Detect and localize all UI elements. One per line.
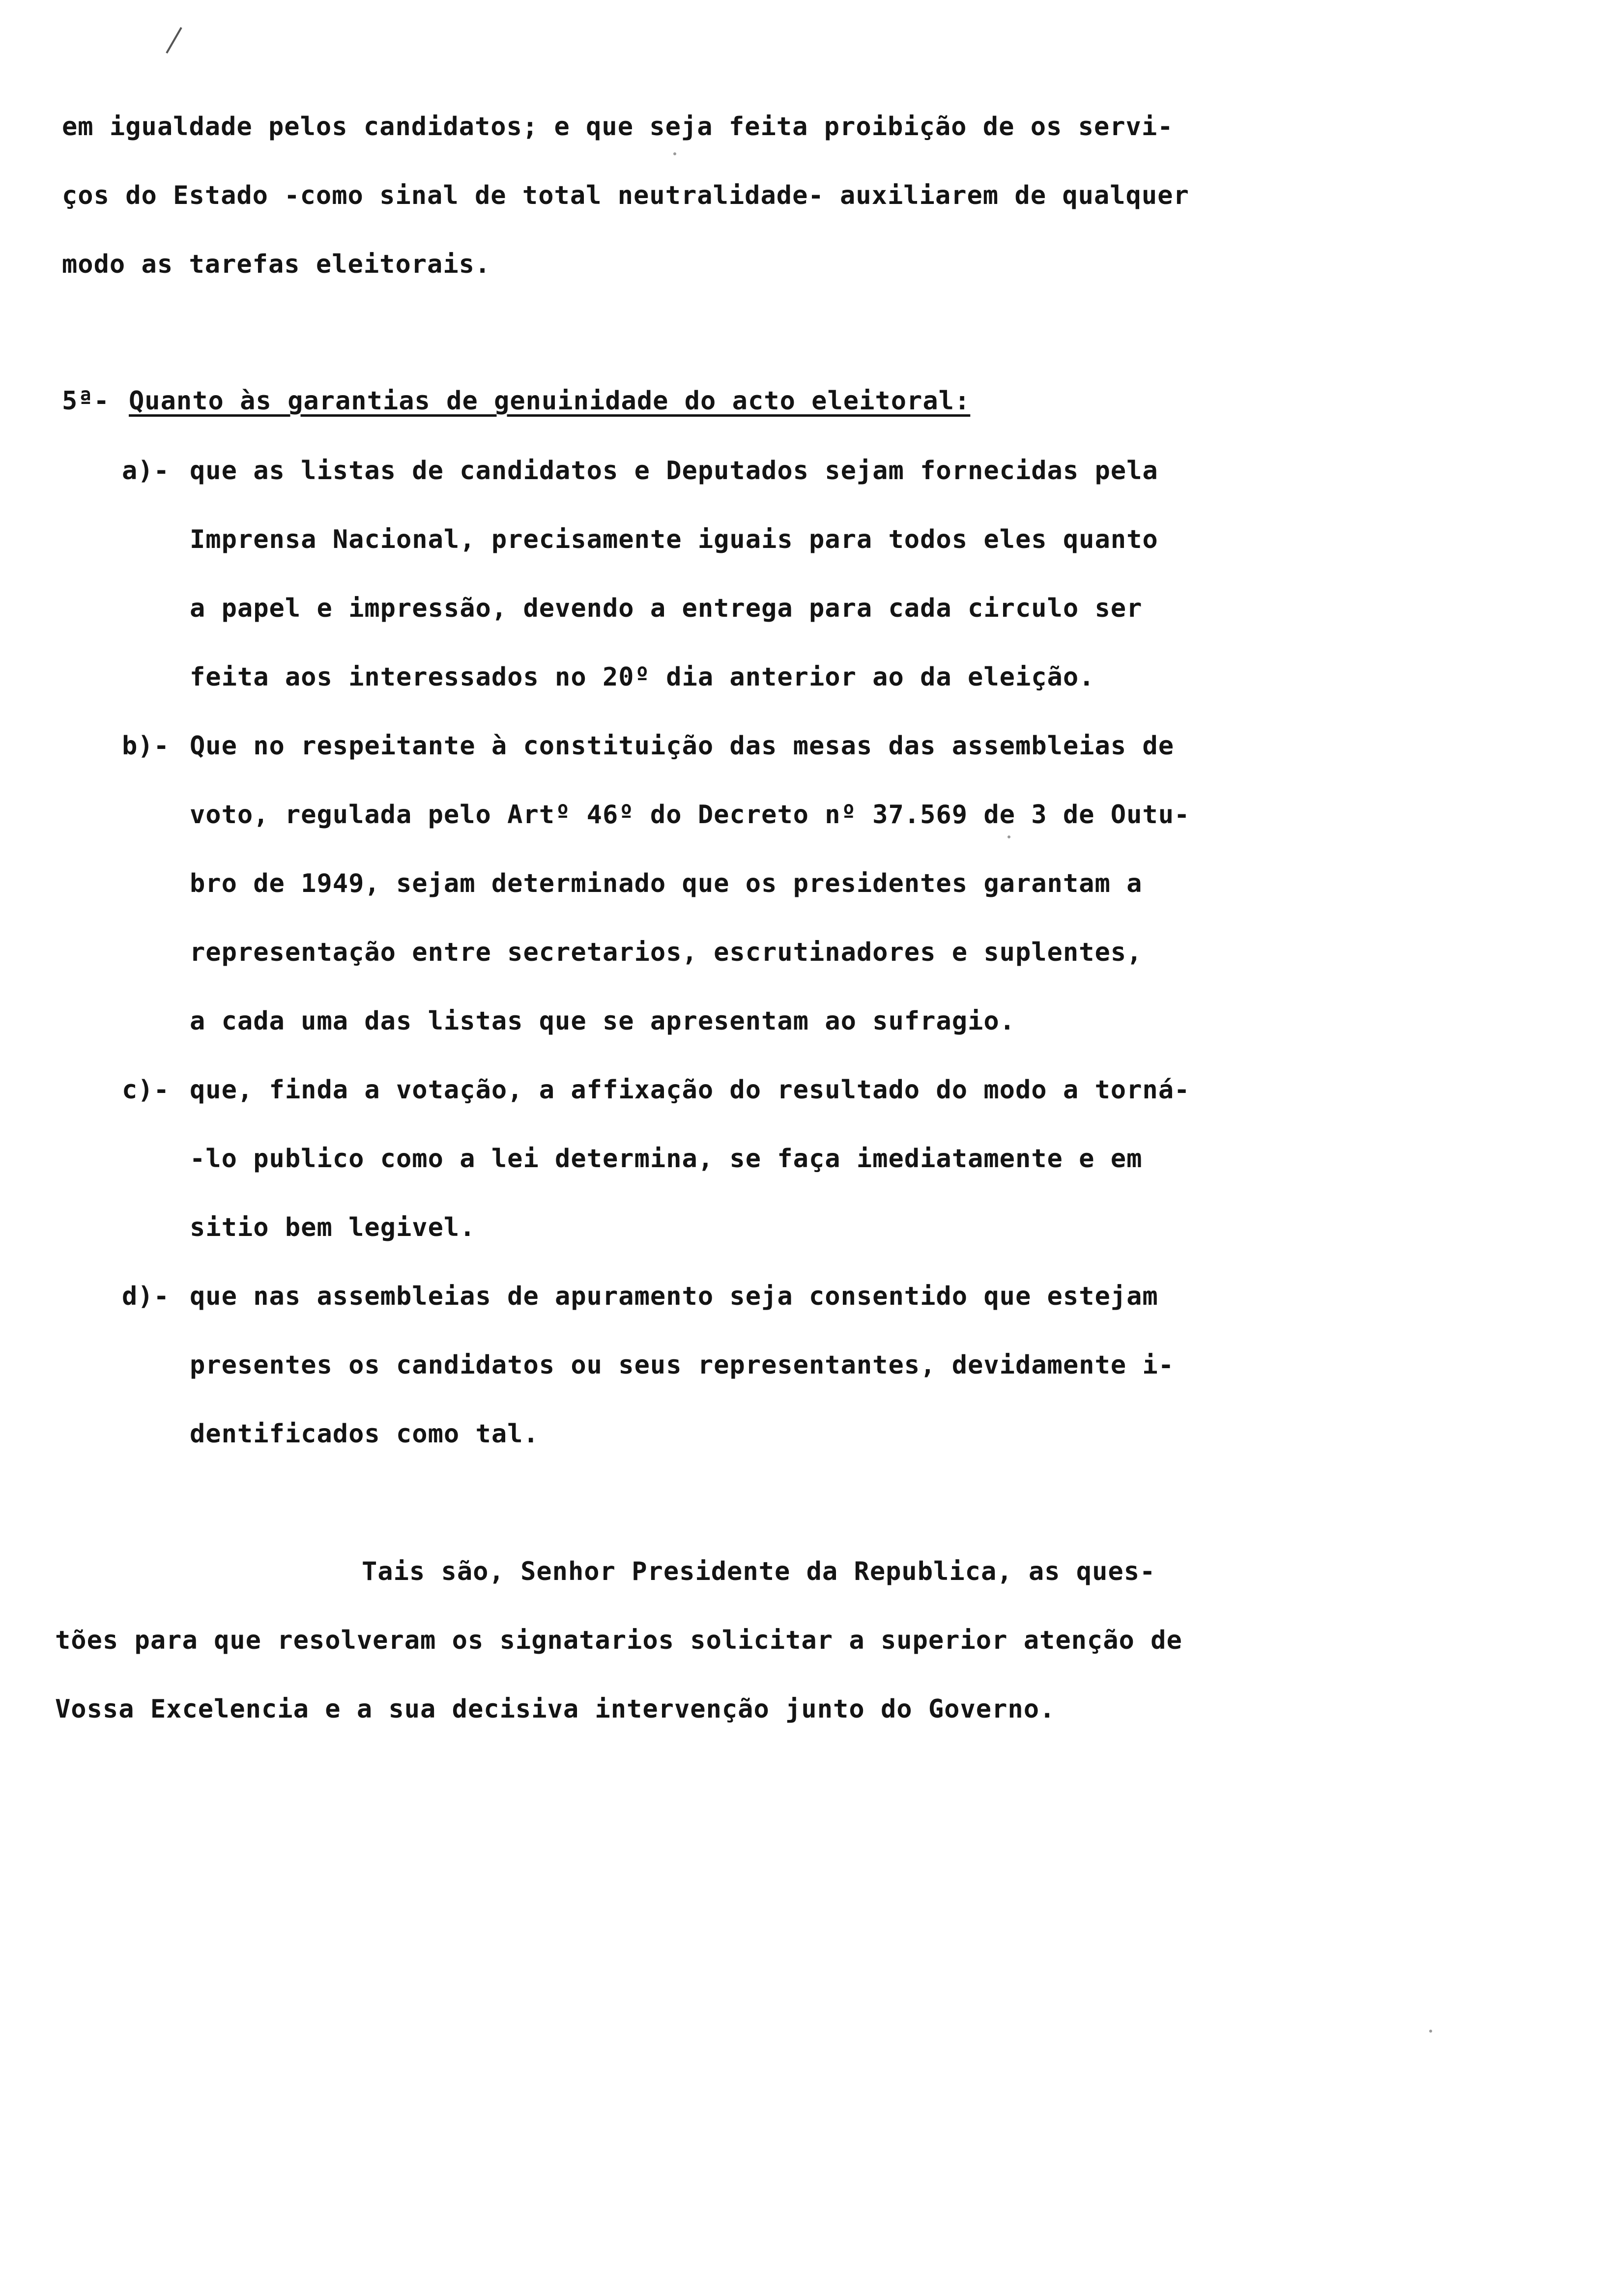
section-number: 5ª- (62, 386, 110, 416)
item-a-line-1: que as listas de candidatos e Deputados sejam fornecidas pela (190, 456, 1158, 486)
item-label-b: b)- (122, 731, 170, 761)
item-d-line-1: que nas assembleias de apuramento seja consentido que estejam (190, 1282, 1158, 1311)
closing-line-2: tões para que resolveram os signatarios solicitar a superior atenção de (55, 1626, 1182, 1655)
item-c-line-1: que, finda a votação, a affixação do resultado do modo a torná- (190, 1075, 1190, 1105)
item-a-line-2: Imprensa Nacional, precisamente iguais para todos eles quanto (190, 525, 1158, 554)
scan-speck (1429, 2030, 1432, 2033)
intro-line-1: em igualdade pelos candidatos; e que seja feita proibição de os servi- (62, 112, 1174, 142)
intro-line-3: modo as tarefas eleitorais. (62, 250, 491, 279)
closing-line-1: Tais são, Senhor Presidente da Republica, as ques- (362, 1557, 1156, 1586)
item-b-line-1: Que no respeitante à constituição das mesas das assembleias de (190, 731, 1175, 761)
item-c-line-3: sitio bem legivel. (190, 1213, 476, 1242)
item-b-line-2: voto, regulada pelo Artº 46º do Decreto nº 37.569 de 3 de Outu- (190, 800, 1190, 830)
item-a-line-4: feita aos interessados no 20º dia anterior ao da eleição. (190, 662, 1095, 692)
item-b-line-4: representação entre secretarios, escrutinadores e suplentes, (190, 938, 1143, 967)
section-heading: Quanto às garantias de genuinidade do acto eleitoral: (129, 386, 971, 416)
item-b-line-5: a cada uma das listas que se apresentam ao sufragio. (190, 1006, 1015, 1036)
item-label-a: a)- (122, 456, 170, 486)
scan-speck (1008, 835, 1010, 838)
item-d-line-2: presentes os candidatos ou seus representantes, devidamente i- (190, 1350, 1175, 1380)
scan-speck (673, 152, 676, 155)
closing-line-3: Vossa Excelencia e a sua decisiva intervenção junto do Governo. (55, 1694, 1056, 1724)
item-label-d: d)- (122, 1282, 170, 1311)
pen-mark (166, 27, 182, 54)
item-a-line-3: a papel e impressão, devendo a entrega para cada circulo ser (190, 594, 1143, 623)
item-label-c: c)- (122, 1075, 170, 1105)
item-b-line-3: bro de 1949, sejam determinado que os presidentes garantam a (190, 869, 1143, 898)
item-c-line-2: -lo publico como a lei determina, se faça imediatamente e em (190, 1144, 1143, 1174)
item-d-line-3: dentificados como tal. (190, 1419, 539, 1449)
intro-line-2: ços do Estado -como sinal de total neutralidade- auxiliarem de qualquer (62, 181, 1189, 210)
